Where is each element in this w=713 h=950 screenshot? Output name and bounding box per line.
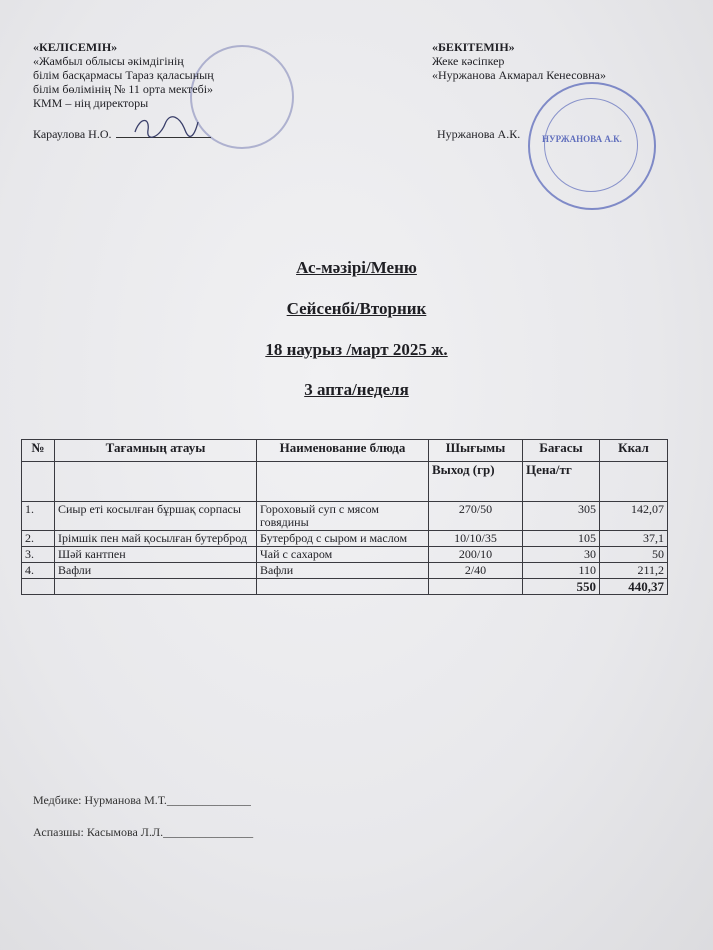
table-row — [22, 547, 668, 563]
date-title: 18 наурыз /март 2025 ж. — [265, 340, 448, 359]
header-kcal: Ккал — [600, 440, 668, 462]
day-title: Сейсенбі/Вторник — [286, 299, 427, 318]
cell-name-kz: Шәй кантпен — [55, 547, 257, 563]
header-no: № — [22, 440, 55, 462]
left-header-line: білім басқармасы Тараз қаласының — [33, 68, 214, 82]
approval-header-right — [432, 40, 606, 82]
right-header-title: «БЕКІТЕМІН» — [432, 40, 515, 54]
cell-price: 110 — [523, 563, 600, 579]
nurse-signature-line: Медбике: Нурманова М.Т.______________ — [33, 793, 251, 807]
cell-no: 4. — [22, 563, 55, 579]
left-signer-name: Караулова Н.О. — [33, 127, 112, 141]
total-kcal: 440,37 — [600, 579, 668, 595]
right-header-line: Жеке кәсіпкер — [432, 54, 505, 68]
header-price-kz: Бағасы — [523, 440, 600, 462]
cell-kcal: 37,1 — [600, 531, 668, 547]
header-output-ru: Выход (гр) — [429, 462, 523, 502]
cell-output: 2/40 — [429, 563, 523, 579]
cell-kcal: 50 — [600, 547, 668, 563]
table-row — [22, 502, 668, 531]
table-row — [22, 531, 668, 547]
left-header-line: КММ – нің директоры — [33, 96, 149, 110]
cook-signature-line: Аспазшы: Касымова Л.Л._______________ — [33, 825, 254, 839]
cell-price: 305 — [523, 502, 600, 531]
cell-name-kz: Сиыр еті косылған бұршақ сорпасы — [55, 502, 257, 531]
cell-name-ru: Вафли — [257, 563, 429, 579]
stamp-right-label: НУРЖАНОВА А.К. — [542, 134, 622, 144]
handwritten-signature — [130, 112, 200, 142]
week-title: 3 апта/неделя — [304, 380, 409, 399]
cell-name-ru: Гороховый суп с мясом говядины — [257, 502, 429, 531]
left-header-line: білім бөлімінің № 11 орта мектебі» — [33, 82, 214, 96]
header-name-kz: Тағамның атауы — [55, 440, 257, 462]
cell-price: 30 — [523, 547, 600, 563]
left-header-line: «Жамбыл облысы әкімдігінің — [33, 54, 184, 68]
cell-kcal: 142,07 — [600, 502, 668, 531]
total-row — [22, 579, 668, 595]
left-header-title: «КЕЛІСЕМІН» — [33, 40, 118, 54]
round-stamp-right — [528, 82, 656, 210]
menu-title: Ас-мәзірі/Меню — [296, 258, 417, 277]
header-output-kz: Шығымы — [429, 440, 523, 462]
cell-name-kz: Вафли — [55, 563, 257, 579]
right-signer-name: Нуржанова А.К. — [437, 127, 521, 141]
table-row — [22, 563, 668, 579]
menu-table — [21, 439, 668, 595]
cell-no: 2. — [22, 531, 55, 547]
header-price-ru: Цена/тг — [523, 462, 600, 502]
cell-output: 270/50 — [429, 502, 523, 531]
cell-name-ru: Бутерброд с сыром и маслом — [257, 531, 429, 547]
right-header-line: «Нуржанова Акмарал Кенесовна» — [432, 68, 606, 82]
cell-no: 1. — [22, 502, 55, 531]
cell-name-kz: Ірімшік пен май қосылған бутерброд — [55, 531, 257, 547]
cell-output: 200/10 — [429, 547, 523, 563]
header-name-ru: Наименование блюда — [257, 440, 429, 462]
cell-price: 105 — [523, 531, 600, 547]
total-price: 550 — [523, 579, 600, 595]
approval-header-left — [33, 40, 214, 110]
cell-kcal: 211,2 — [600, 563, 668, 579]
cell-output: 10/10/35 — [429, 531, 523, 547]
cell-name-ru: Чай с сахаром — [257, 547, 429, 563]
cell-no: 3. — [22, 547, 55, 563]
